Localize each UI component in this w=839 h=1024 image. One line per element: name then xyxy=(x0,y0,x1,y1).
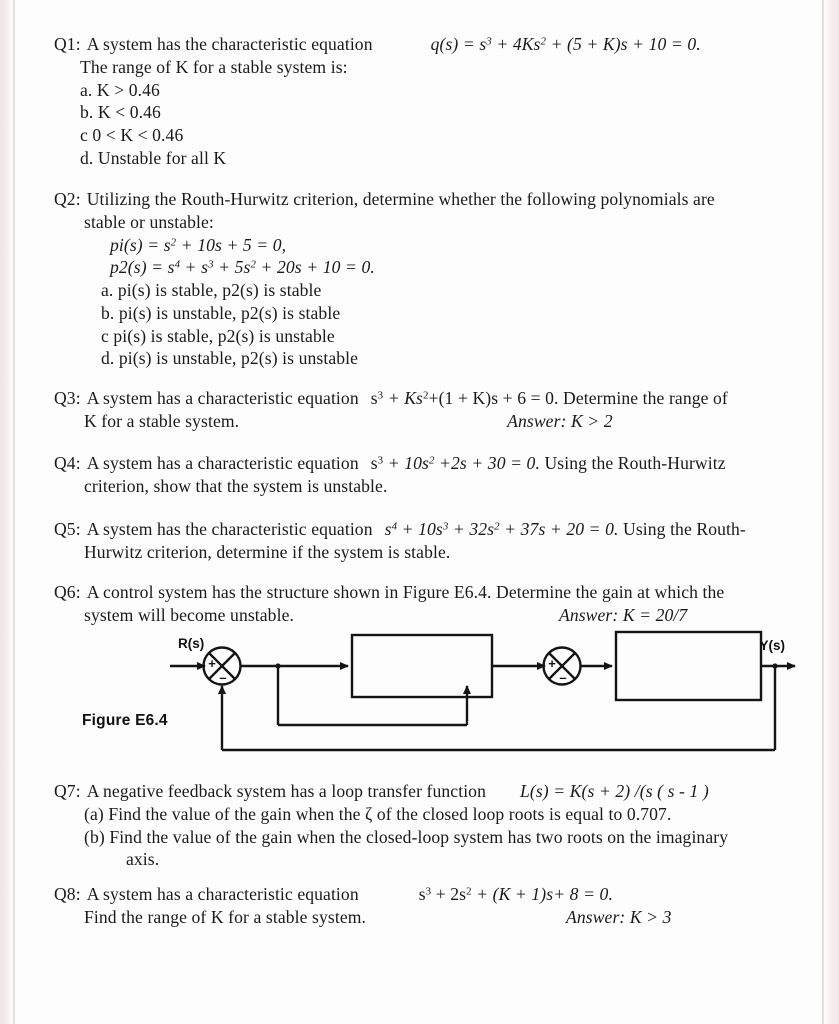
q3-equation: $s^3 + Ks^2+(1 + K)s + 6 = 0$. xyxy=(370,388,559,408)
q4-stem-line xyxy=(54,452,794,475)
q4-label: Q4: xyxy=(54,453,81,473)
q6-line2-text: system will become unstable. xyxy=(84,604,294,625)
q2-stem-line2: stable or unstable: xyxy=(84,211,214,232)
q1-label: Q1: xyxy=(54,34,81,54)
question-q7 xyxy=(54,780,794,871)
figure-output-label: Y(s) xyxy=(759,638,785,653)
q3-stem-line xyxy=(54,387,794,410)
question-q4 xyxy=(54,452,794,498)
q7-label: Q7: xyxy=(54,781,81,801)
q2-choice-c[interactable]: c pi(s) is stable, p2(s) is unstable xyxy=(101,325,335,346)
node-dot-output-tap xyxy=(772,663,777,668)
q5-equation: $s^4 + 10s^3 + 32s^2 + 37s + 20 = 0$. xyxy=(384,519,619,539)
q4-equation: $s^3 + 10s^2 +2s + 30 = 0$. xyxy=(370,453,540,473)
q5-line2: Hurwitz criterion, determine if the system is stable. xyxy=(84,541,451,562)
q7-equation: L(s) = K(s + 2) /(s ( s - 1 ) xyxy=(519,781,709,801)
q8-stem-line xyxy=(54,883,794,906)
q5-label: Q5: xyxy=(54,519,81,539)
q2-equation-p1: $pi(s) = s^2 + 10s + 5 = 0$, xyxy=(110,234,287,255)
question-q5 xyxy=(54,518,794,564)
q6-stem-line xyxy=(54,581,794,604)
q2-choice-b[interactable]: b. pi(s) is unstable, p2(s) is stable xyxy=(101,302,341,323)
q3-tail-text: Determine the range of xyxy=(558,388,728,408)
forward-block-1 xyxy=(352,635,492,697)
q2-choice-d[interactable]: d. pi(s) is unstable, p2(s) is unstable xyxy=(101,348,359,369)
q7-stem-line xyxy=(54,780,794,803)
q4-stem-text: A system has a characteristic equation xyxy=(86,453,359,473)
question-q8 xyxy=(54,883,794,929)
figure-e6-4 xyxy=(0,624,839,764)
q8-label: Q8: xyxy=(54,884,81,904)
q6-stem-text: A control system has the structure shown in Figure E6.4. Determine the gain at which the xyxy=(86,582,725,602)
figure-input-label: R(s) xyxy=(178,636,205,651)
forward-block-2 xyxy=(616,632,761,700)
q1-choice-d[interactable]: d. Unstable for all K xyxy=(80,147,227,168)
q8-line2 xyxy=(54,906,794,929)
q8-equation: $s^3 + 2s^2 + (K + 1)s+ 8 = 0$. xyxy=(418,884,613,904)
figure-caption: Figure E6.4 xyxy=(82,712,168,729)
q4-tail-text: Using the Routh-Hurwitz xyxy=(539,453,726,473)
sum2-minus-sign: – xyxy=(559,670,567,685)
q7-part-b-continuation: axis. xyxy=(126,849,160,870)
question-q6 xyxy=(54,581,794,627)
q2-stem-line xyxy=(54,188,794,211)
q5-stem-text: A system has the characteristic equation xyxy=(86,519,373,539)
page-left-edge-artifact xyxy=(0,0,14,1024)
q2-equation-p2: $p2(s) = s^4 + s^3 + 5s^2 + 20s + 10 = 0$. xyxy=(110,257,375,278)
sum1-plus-sign: + xyxy=(208,656,216,671)
q6-answer: Answer: K = 20/7 xyxy=(558,604,688,625)
q3-label: Q3: xyxy=(54,388,81,408)
q1-stem-text: A system has the characteristic equation xyxy=(86,34,373,54)
q8-line2-text: Find the range of K for a stable system. xyxy=(84,906,367,927)
q1-choice-c[interactable]: c 0 < K < 0.46 xyxy=(80,125,184,146)
q1-choice-b[interactable]: b. K < 0.46 xyxy=(80,102,161,123)
q5-stem-line xyxy=(54,518,794,541)
q8-stem-text: A system has a characteristic equation xyxy=(86,884,359,904)
block-diagram-svg xyxy=(0,624,839,764)
q1-sub-line: The range of K for a stable system is: xyxy=(80,56,348,77)
question-q3 xyxy=(54,387,794,433)
page-right-edge-artifact xyxy=(823,0,839,1024)
q7-part-b: (b) Find the value of the gain when the closed-loop system has two roots on the imaginary xyxy=(84,826,729,847)
q1-stem-line xyxy=(54,33,794,56)
q2-choice-a[interactable]: a. pi(s) is stable, p2(s) is stable xyxy=(101,280,322,301)
q3-line2 xyxy=(54,410,794,433)
question-q1 xyxy=(54,33,794,170)
q3-answer: Answer: K > 2 xyxy=(507,410,613,431)
q7-stem-text: A negative feedback system has a loop transfer function xyxy=(86,781,486,801)
q6-label: Q6: xyxy=(54,582,81,602)
q7-part-a: (a) Find the value of the gain when the ζ of the closed loop roots is equal to 0.707. xyxy=(84,803,672,824)
q2-stem-text: Utilizing the Routh-Hurwitz criterion, determine whether the following polynomials are xyxy=(86,189,715,209)
question-q2 xyxy=(54,188,794,370)
q3-stem-text: A system has a characteristic equation xyxy=(86,388,359,408)
q2-label: Q2: xyxy=(54,189,81,209)
q4-line2: criterion, show that the system is unstable. xyxy=(84,475,388,496)
q5-tail-text: Using the Routh- xyxy=(618,519,746,539)
q1-equation: $q(s) = s^3 + 4Ks^2 + (5 + K)s + 10 = 0$. xyxy=(430,34,701,54)
sum1-minus-sign: – xyxy=(219,670,227,685)
page-left-edge-line xyxy=(13,0,15,1024)
page-right-edge-line xyxy=(822,0,824,1024)
q3-line2-text: K for a stable system. xyxy=(84,410,240,431)
sum2-plus-sign: + xyxy=(548,656,556,671)
q8-answer: Answer: K > 3 xyxy=(566,906,672,927)
q1-choice-a[interactable]: a. K > 0.46 xyxy=(80,79,160,100)
node-dot-inner-tap xyxy=(275,663,280,668)
